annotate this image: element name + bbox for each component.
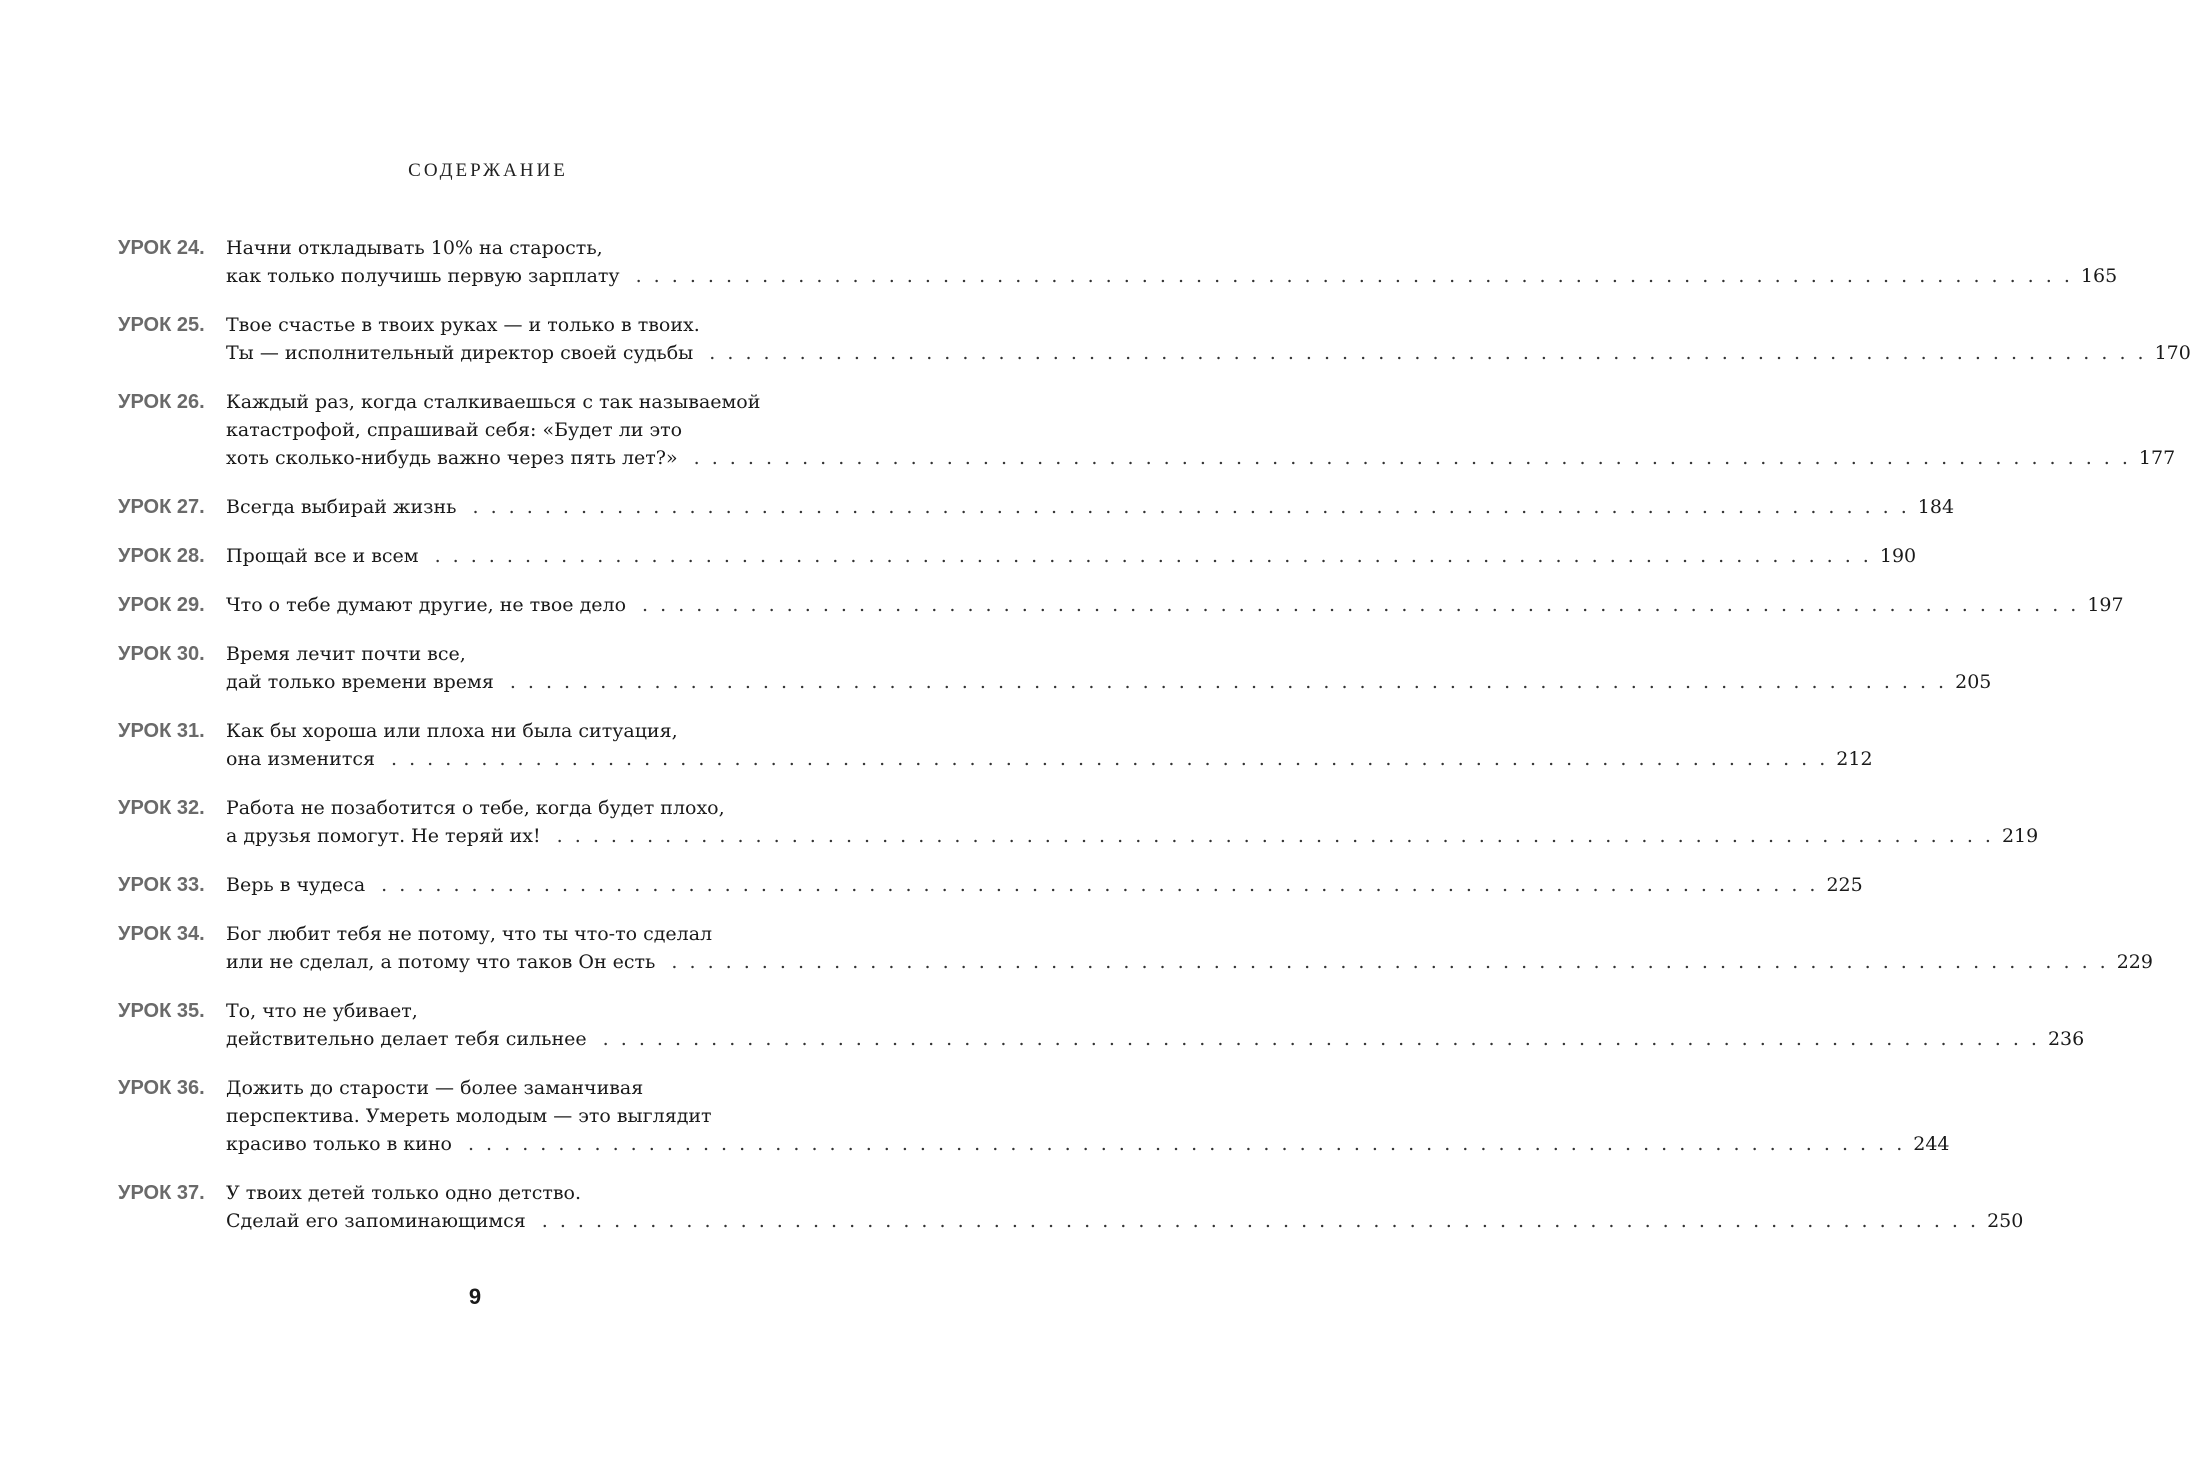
toc-entry-title-line: Бог любит тебя не потому, что ты что-то сделал — [226, 923, 713, 945]
toc-entry-title — [226, 640, 1992, 696]
toc-entry — [118, 920, 2153, 976]
toc-entry-label: УРОК 35. — [118, 1000, 205, 1022]
toc-entry-label: УРОК 33. — [118, 874, 205, 896]
toc-entry-last-line — [226, 871, 1863, 899]
toc-entry-page: 219 — [2001, 825, 2039, 847]
toc-entry-label: УРОК 24. — [118, 237, 205, 259]
toc-entry-title-line: Твое счастье в твоих руках — и только в твоих. — [226, 314, 700, 336]
toc-entry-title-line: перспектива. Умереть молодым — это выглядит — [226, 1105, 712, 1127]
toc-entry-label: УРОК 27. — [118, 496, 205, 518]
toc-entry-title-line: хоть сколько-нибудь важно через пять лет?» — [226, 447, 678, 469]
dot-leader: . . . . . . . . . . . . . . . . . . . . . . . . . . . . . . . . . . . . . . . . . . . . . . . . . . . . . . . . . . . . . . . . . . . . . . . . . . . . . . . . — [434, 545, 1872, 567]
toc-entry-title — [226, 794, 2039, 850]
toc-entry-page: 244 — [1913, 1133, 1950, 1155]
toc-entry-title-line: Что о тебе думают другие, не твое дело — [226, 594, 627, 616]
toc-entry-title-line: Ты — исполнительный директор своей судьбы — [226, 342, 694, 364]
toc-entry-label: УРОК 30. — [118, 643, 205, 665]
toc-entry-last-line — [226, 745, 1873, 773]
toc-entry-page: 190 — [1879, 545, 1917, 567]
toc-entry-title-line: Как бы хороша или плоха ни была ситуация, — [226, 720, 678, 742]
toc-entry-title-line: Время лечит почти все, — [226, 643, 466, 665]
toc-entry-title-line: Верь в чудеса — [226, 874, 366, 896]
toc-entry-page: 197 — [2087, 594, 2124, 616]
toc-entry-label: УРОК 26. — [118, 391, 205, 413]
toc-entry-title — [226, 388, 2176, 472]
toc-entry-title — [226, 1074, 1950, 1158]
toc-entry — [118, 542, 1917, 570]
toc-entry-title-line: Каждый раз, когда сталкиваешься с так называемой — [226, 391, 761, 413]
dot-leader: . . . . . . . . . . . . . . . . . . . . . . . . . . . . . . . . . . . . . . . . . . . . . . . . . . . . . . . . . . . . . . . . . . . . . . . . . . . . . . . . — [556, 825, 1994, 847]
toc-entry-page: 184 — [1917, 496, 1955, 518]
toc-entry — [118, 871, 1863, 899]
toc-entry-title-line: Начни откладывать 10% на старость, — [226, 237, 603, 259]
toc-entry — [118, 794, 2039, 850]
toc-entry-last-line — [226, 262, 2118, 290]
toc-entry-title-line: Прощай все и всем — [226, 545, 419, 567]
toc-entry — [118, 388, 2176, 472]
toc-entry-title-line: Сделай его запоминающимся — [226, 1210, 526, 1232]
toc-entry-title-line: как только получишь первую зарплату — [226, 265, 620, 287]
toc-entry-title — [226, 591, 2124, 619]
toc-entry-label: УРОК 37. — [118, 1182, 205, 1204]
toc-entry-last-line — [226, 948, 2153, 976]
toc-entry-label: УРОК 28. — [118, 545, 205, 567]
toc-entry-label: УРОК 29. — [118, 594, 205, 616]
toc-entry-title-line: действительно делает тебя сильнее — [226, 1028, 587, 1050]
toc-entry-title — [226, 1179, 2024, 1235]
toc-entry-last-line — [226, 1025, 2085, 1053]
dot-leader: . . . . . . . . . . . . . . . . . . . . . . . . . . . . . . . . . . . . . . . . . . . . . . . . . . . . . . . . . . . . . . . . . . . . . . . . . . . . . . . . — [467, 1133, 1906, 1155]
toc-entry-last-line — [226, 444, 2176, 472]
toc-entry-title-line: Дожить до старости — более заманчивая — [226, 1077, 644, 1099]
toc-entry-title-line: дай только времени время — [226, 671, 494, 693]
toc-entry — [118, 717, 1873, 773]
toc-entry-page: 212 — [1836, 748, 1873, 770]
toc-entry — [118, 493, 1955, 521]
toc-entry — [118, 1074, 1950, 1158]
dot-leader: . . . . . . . . . . . . . . . . . . . . . . . . . . . . . . . . . . . . . . . . . . . . . . . . . . . . . . . . . . . . . . . . . . . . . . . . . . . . . . . . — [541, 1210, 1980, 1232]
toc-entry-title-line: То, что не убивает, — [226, 1000, 418, 1022]
toc-entry-last-line — [226, 493, 1955, 521]
toc-entry — [118, 234, 2118, 290]
toc-entry-label: УРОК 32. — [118, 797, 205, 819]
toc-header: СОДЕРЖАНИЕ — [408, 160, 568, 181]
toc-entry-page: 177 — [2138, 447, 2176, 469]
toc-entry-title-line: или не сделал, а потому что таков Он есть — [226, 951, 656, 973]
toc-entry — [118, 997, 2085, 1053]
toc-entry-title-line: красиво только в кино — [226, 1133, 452, 1155]
toc-entry-title — [226, 997, 2085, 1053]
toc-entry-page: 165 — [2080, 265, 2118, 287]
toc-entry-last-line — [226, 542, 1917, 570]
toc-entry-last-line — [226, 339, 2191, 367]
dot-leader: . . . . . . . . . . . . . . . . . . . . . . . . . . . . . . . . . . . . . . . . . . . . . . . . . . . . . . . . . . . . . . . . . . . . . . . . . . . . . . . . — [671, 951, 2109, 973]
dot-leader: . . . . . . . . . . . . . . . . . . . . . . . . . . . . . . . . . . . . . . . . . . . . . . . . . . . . . . . . . . . . . . . . . . . . . . . . . . . . . . . . — [642, 594, 2080, 616]
toc-entry-title-line: а друзья помогут. Не теряй их! — [226, 825, 541, 847]
toc-entry-label: УРОК 36. — [118, 1077, 205, 1099]
toc-entry-label: УРОК 31. — [118, 720, 205, 742]
dot-leader: . . . . . . . . . . . . . . . . . . . . . . . . . . . . . . . . . . . . . . . . . . . . . . . . . . . . . . . . . . . . . . . . . . . . . . . . . . . . . . . . — [472, 496, 1910, 518]
toc-entry — [118, 1179, 2024, 1235]
toc-entry-last-line — [226, 591, 2124, 619]
dot-leader: . . . . . . . . . . . . . . . . . . . . . . . . . . . . . . . . . . . . . . . . . . . . . . . . . . . . . . . . . . . . . . . . . . . . . . . . . . . . . . . . — [602, 1028, 2040, 1050]
toc-entry-title-line: Работа не позаботится о тебе, когда будет плохо, — [226, 797, 725, 819]
toc-entry-page: 225 — [1826, 874, 1863, 896]
page-number: 9 — [468, 1284, 482, 1309]
toc-entry-title — [226, 542, 1917, 570]
toc-entry-last-line — [226, 1207, 2024, 1235]
dot-leader: . . . . . . . . . . . . . . . . . . . . . . . . . . . . . . . . . . . . . . . . . . . . . . . . . . . . . . . . . . . . . . . . . . . . . . . . . . . . . . . . — [391, 748, 1829, 770]
toc-entry-title-line: она изменится — [226, 748, 375, 770]
toc-entry-title-line: катастрофой, спрашивай себя: «Будет ли это — [226, 419, 683, 441]
toc-entry-title-line: У твоих детей только одно детство. — [226, 1182, 582, 1204]
toc-entry-title-line: Всегда выбирай жизнь — [226, 496, 457, 518]
toc-entry-page: 236 — [2047, 1028, 2085, 1050]
toc-entry-label: УРОК 25. — [118, 314, 205, 336]
toc-entry-title — [226, 717, 1873, 773]
dot-leader: . . . . . . . . . . . . . . . . . . . . . . . . . . . . . . . . . . . . . . . . . . . . . . . . . . . . . . . . . . . . . . . . . . . . . . . . . . . . . . . . — [709, 342, 2147, 364]
dot-leader: . . . . . . . . . . . . . . . . . . . . . . . . . . . . . . . . . . . . . . . . . . . . . . . . . . . . . . . . . . . . . . . . . . . . . . . . . . . . . . . . — [381, 874, 1819, 896]
toc-entry-page: 250 — [1987, 1210, 2024, 1232]
toc-entry-title — [226, 311, 2191, 367]
toc-entry-title — [226, 493, 1955, 521]
dot-leader: . . . . . . . . . . . . . . . . . . . . . . . . . . . . . . . . . . . . . . . . . . . . . . . . . . . . . . . . . . . . . . . . . . . . . . . . . . . . . . . . — [509, 671, 1948, 693]
dot-leader: . . . . . . . . . . . . . . . . . . . . . . . . . . . . . . . . . . . . . . . . . . . . . . . . . . . . . . . . . . . . . . . . . . . . . . . . . . . . . . . . — [693, 447, 2131, 469]
toc-entry — [118, 311, 2191, 367]
toc-entry-last-line — [226, 668, 1992, 696]
toc-entry — [118, 591, 2124, 619]
toc-entry-title — [226, 920, 2153, 976]
toc-entry — [118, 640, 1992, 696]
toc-entry-page: 170 — [2154, 342, 2191, 364]
toc-entry-last-line — [226, 1130, 1950, 1158]
table-of-contents — [118, 234, 2191, 1256]
toc-entry-label: УРОК 34. — [118, 923, 205, 945]
dot-leader: . . . . . . . . . . . . . . . . . . . . . . . . . . . . . . . . . . . . . . . . . . . . . . . . . . . . . . . . . . . . . . . . . . . . . . . . . . . . . . . . — [635, 265, 2073, 287]
toc-entry-title — [226, 871, 1863, 899]
toc-entry-page: 229 — [2116, 951, 2153, 973]
toc-entry-page: 205 — [1955, 671, 1992, 693]
toc-entry-last-line — [226, 822, 2039, 850]
toc-entry-title — [226, 234, 2118, 290]
